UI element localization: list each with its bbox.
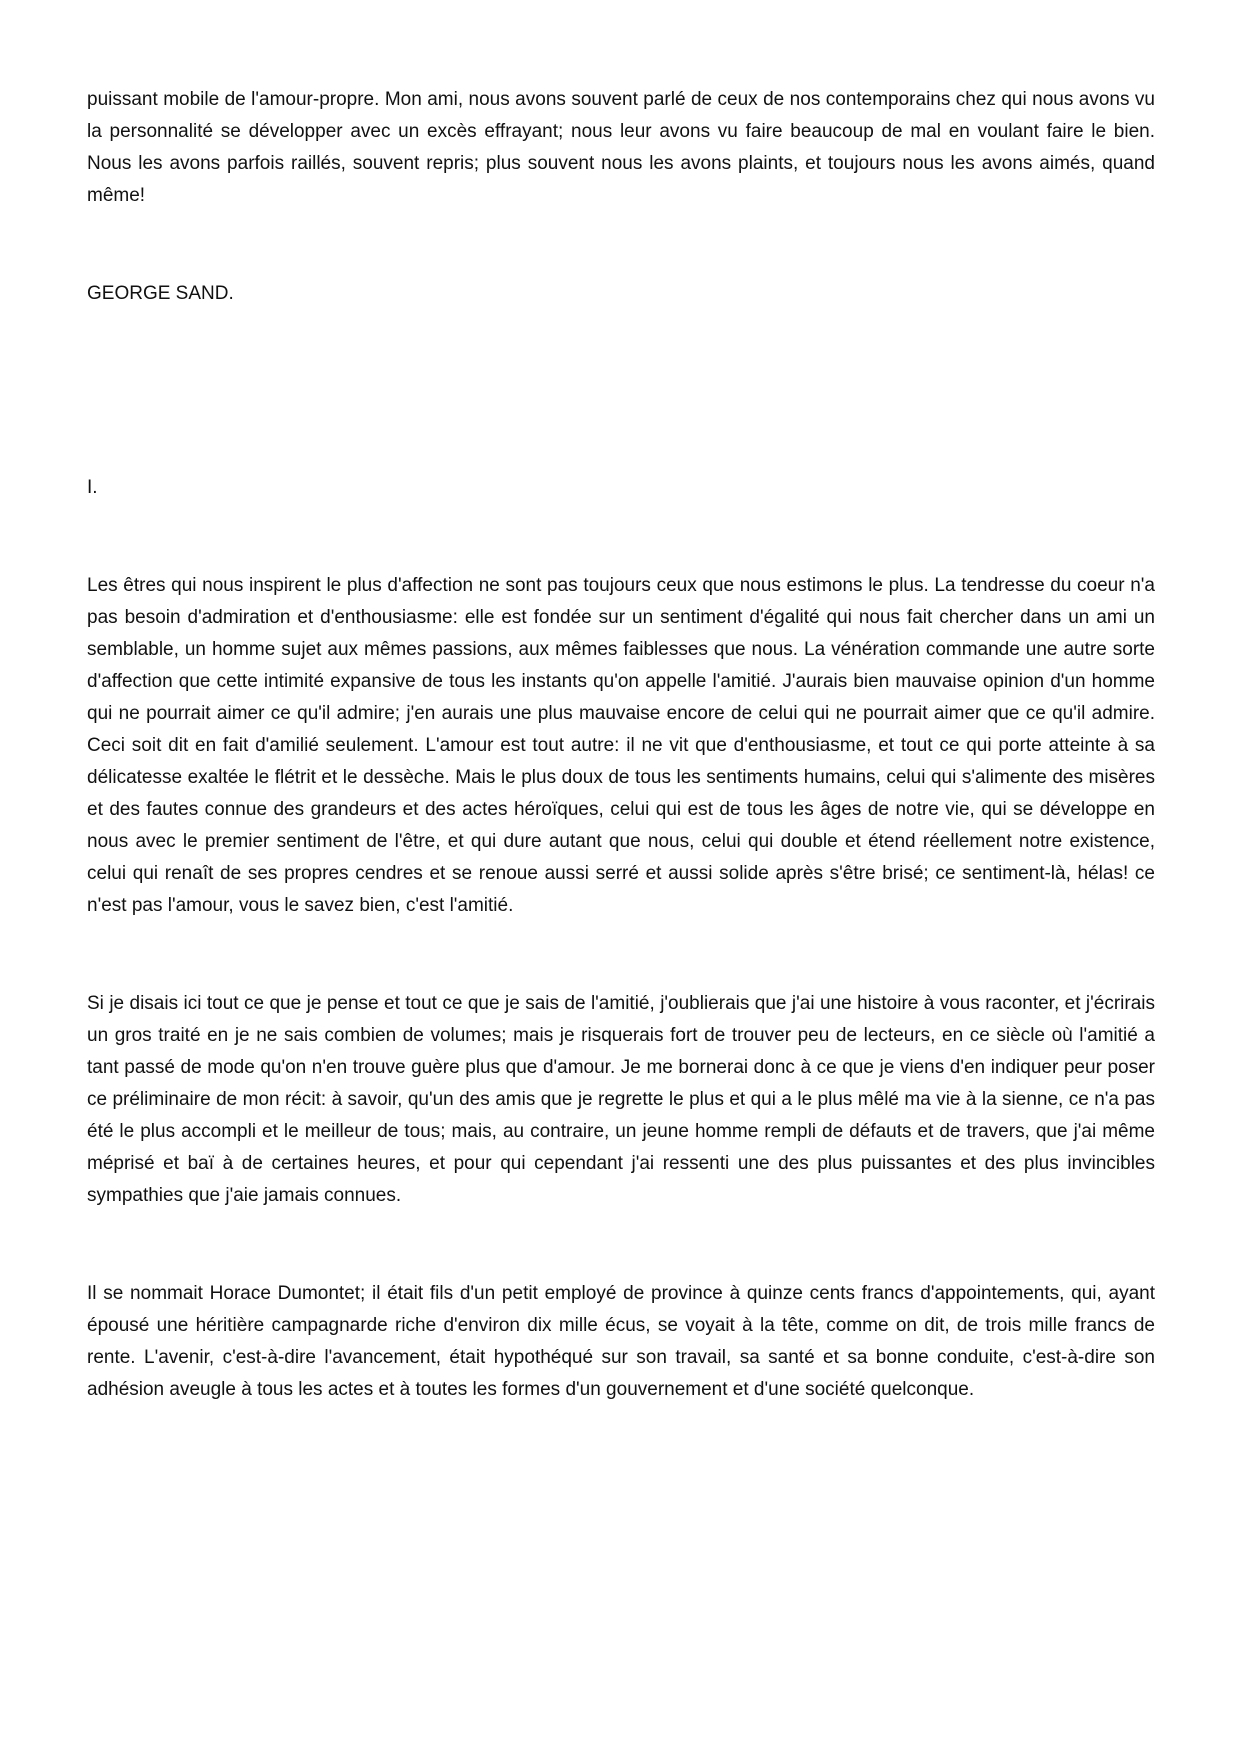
document-page (87, 84, 1155, 1406)
body-paragraph: Si je disais ici tout ce que je pense et tout ce que je sais de l'amitié, j'oublierais que j'ai une histoire à vous raconter, et j'écrirais un gros traité en je ne sais combien de volumes; mais je risquerais fort de trouver peu de lecteurs, en ce siècle où l'amitié a tant passé de mode qu'on n'en trouve guère plus que d'amour. Je me bornerai donc à ce que je viens d'en indiquer peur poser ce préliminaire de mon récit: à savoir, qu'un des amis que je regrette le plus et qui a le plus mêlé ma vie à la sienne, ce n'a pas été le plus accompli et le meilleur de tous; mais, au contraire, un jeune homme rempli de défauts et de travers, que j'ai même méprisé et baï à de certaines heures, et pour qui cependant j'ai ressenti une des plus puissantes et des plus invincibles sympathies que j'aie jamais connues. (87, 993, 1155, 1206)
body-paragraph: Il se nommait Horace Dumontet; il était fils d'un petit employé de province à quinze cents francs d'appointements, qui, ayant épousé une héritière campagnarde riche d'environ dix mille écus, se voyait à la tête, comme on dit, de trois mille francs de rente. L'avenir, c'est-à-dire l'avancement, était hypothéqué sur son travail, sa santé et sa bonne conduite, c'est-à-dire son adhésion aveugle à tous les actes et à toutes les formes d'un gouvernement et d'une société quelconque. (87, 1283, 1155, 1400)
chapter-heading: I. (87, 477, 98, 498)
intro-paragraph: puissant mobile de l'amour-propre. Mon ami, nous avons souvent parlé de ceux de nos contemporains chez qui nous avons vu la personnalité se développer avec un excès effrayant; nous leur avons vu faire beaucoup de mal en voulant faire le bien. Nous les avons parfois raillés, souvent repris; plus souvent nous les avons plaints, et toujours nous les avons aimés, quand même! (87, 89, 1155, 206)
author-signature: GEORGE SAND. (87, 283, 234, 304)
body-paragraph: Les êtres qui nous inspirent le plus d'affection ne sont pas toujours ceux que nous estimons le plus. La tendresse du coeur n'a pas besoin d'admiration et d'enthousiasme: elle est fondée sur un sentiment d'égalité qui nous fait chercher dans un ami un semblable, un homme sujet aux mêmes passions, aux mêmes faiblesses que nous. La vénération commande une autre sorte d'affection que cette intimité expansive de tous les instants qu'on appelle l'amitié. J'aurais bien mauvaise opinion d'un homme qui ne pourrait aimer ce qu'il admire; j'en aurais une plus mauvaise encore de celui qui ne pourrait aimer que ce qu'il admire. Ceci soit dit en fait d'amilié seulement. L'amour est tout autre: il ne vit que d'enthousiasme, et tout ce qui porte atteinte à sa délicatesse exaltée le flétrit et le dessèche. Mais le plus doux de tous les sentiments humains, celui qui s'alimente des misères et des fautes connue des grandeurs et des actes héroïques, celui qui est de tous les âges de notre vie, qui se développe en nous avec le premier sentiment de l'être, et qui dure autant que nous, celui qui double et étend réellement notre existence, celui qui renaît de ses propres cendres et se renoue aussi serré et aussi solide après s'être brisé; ce sentiment-là, hélas! ce n'est pas l'amour, vous le savez bien, c'est l'amitié. (87, 575, 1155, 916)
